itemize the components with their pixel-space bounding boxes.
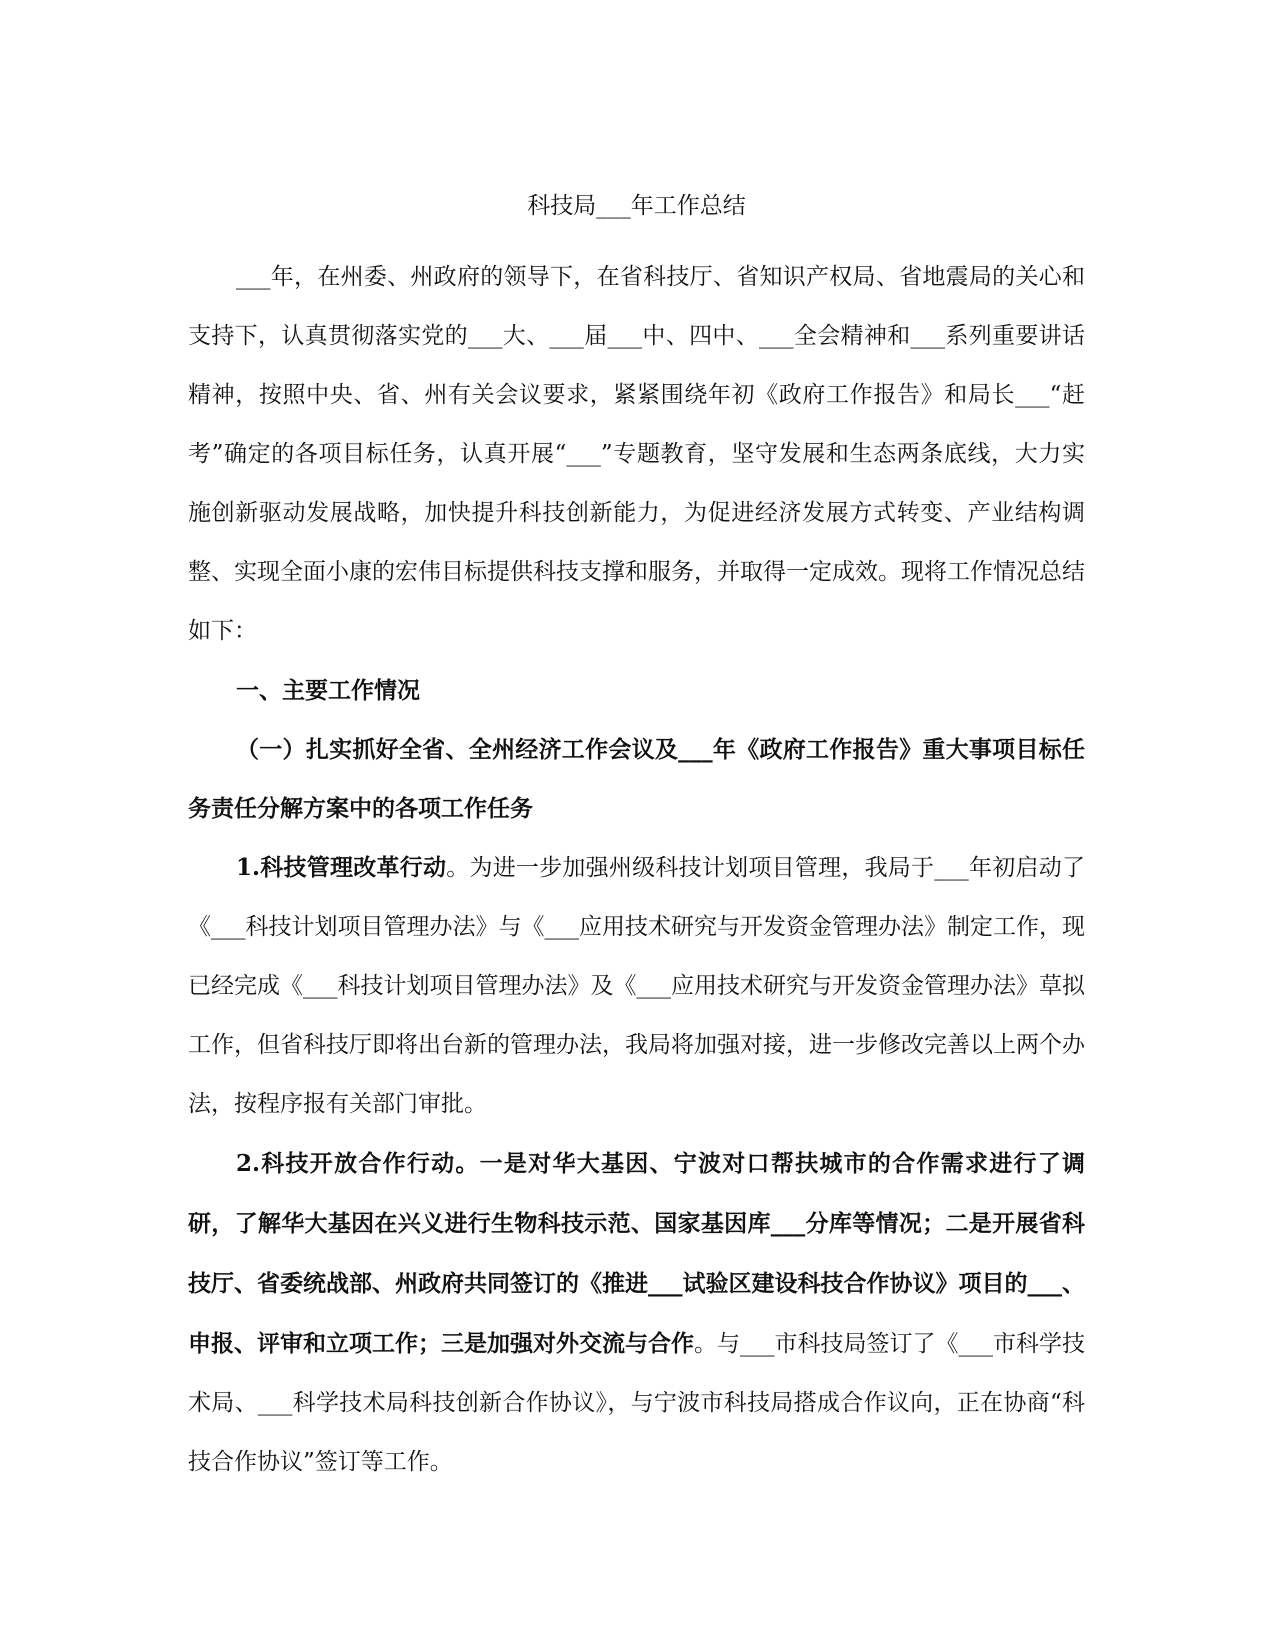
- item-1-paragraph: [188, 838, 1085, 1134]
- item-2-lead: 2.科技开放合作行动。一是对华大基因、宁波对口帮扶城市的合作需求进行了调研，了解华大基因在兴义进行生物科技示范、国家基因库___分库等情况；二是开展省科技厅、省委统战部、州政府共同签订的《推进___试验区建设科技合作协议》项目的___、申报、评审和立项工作；三是加强对外交流与合作: [188, 1150, 1085, 1357]
- item-2-paragraph: [188, 1134, 1085, 1492]
- item-2-body: 。与___市科技局签订了《___市科学技术局、___科学技术局科技创新合作协议》，与宁波市科技局搭成合作议向，正在协商“科技合作协议”签订等工作。: [188, 1331, 1085, 1475]
- intro-paragraph: ___年，在州委、州政府的领导下，在省科技厅、省知识产权局、省地震局的关心和支持下，认真贯彻落实党的___大、___届___中、四中、___全会精神和___系列重要讲话精神，按照中央、省、州有关会议要求，紧紧围绕年初《政府工作报告》和局长___“赶考”确定的各项目标任务，认真开展“___”专题教育，坚守发展和生态两条底线，大力实施创新驱动发展战略，加快提升科技创新能力，为促进经济发展方式转变、产业结构调整、实现全面小康的宏伟目标提供科技支撑和服务，并取得一定成效。现将工作情况总结如下：: [188, 264, 1085, 644]
- document-title: 科技局___年工作总结: [527, 193, 746, 219]
- subsection-heading-1: （一）扎实抓好全省、全州经济工作会议及___年《政府工作报告》重大事项目标任务责任分解方案中的各项工作任务: [188, 736, 1085, 822]
- document-body: [188, 188, 1085, 1492]
- item-1-body: 。为进一步加强州级科技计划项目管理，我局于___年初启动了《___科技计划项目管理办法》与《___应用技术研究与开发资金管理办法》制定工作，现已经完成《___科技计划项目管理办法》及《___应用技术研究与开发资金管理办法》草拟工作，但省科技厅即将出台新的管理办法，我局将加强对接，进一步修改完善以上两个办法，按程序报有关部门审批。: [188, 855, 1086, 1117]
- item-1-lead: 1.科技管理改革行动: [236, 854, 447, 881]
- section-heading-main-work: 一、主要工作情况: [236, 677, 420, 704]
